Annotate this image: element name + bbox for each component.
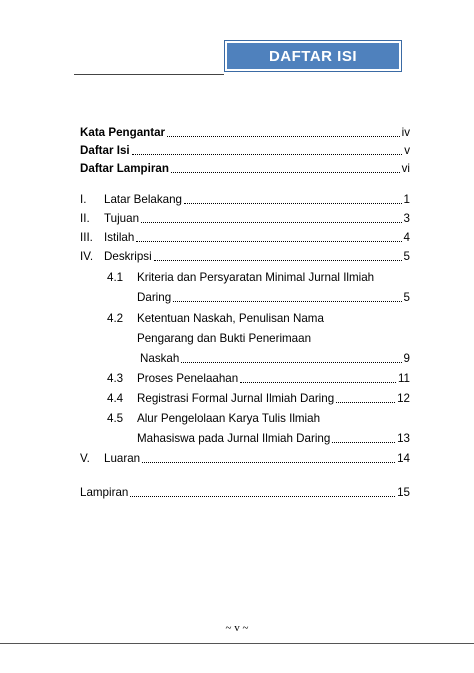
toc-entry-lampiran[interactable]: [80, 482, 410, 500]
toc-entry-chapter-1[interactable]: [80, 189, 410, 207]
toc-page: vi: [401, 162, 410, 175]
toc-page: 14: [397, 452, 410, 465]
subsection-number: 4.4: [107, 392, 124, 405]
toc-label: Lampiran: [80, 486, 129, 499]
toc-entry-chapter-2[interactable]: [80, 208, 410, 226]
toc-entry-4-1[interactable]: [137, 287, 410, 305]
toc-entry-chapter-5[interactable]: [80, 448, 410, 466]
toc-page: 4: [403, 231, 410, 244]
toc-label: Naskah: [140, 352, 180, 365]
toc-page: 15: [397, 486, 410, 499]
toc-page: 1: [403, 193, 410, 206]
leader-dots: [181, 361, 401, 363]
toc-page: 9: [403, 352, 410, 365]
toc-label: Luaran: [104, 452, 141, 465]
chapter-number: IV.: [80, 250, 94, 263]
toc-page: 3: [403, 212, 410, 225]
toc-label: Mahasiswa pada Jurnal Ilmiah Daring: [137, 432, 331, 445]
page-title: DAFTAR ISI: [224, 40, 402, 72]
page-number: ~ v ~: [225, 622, 249, 634]
leader-dots: [132, 153, 403, 155]
subsection-number: 4.5: [107, 412, 124, 425]
toc-label-line: Ketentuan Naskah, Penulisan Nama: [137, 312, 324, 325]
chapter-number: III.: [80, 231, 93, 244]
leader-dots: [154, 259, 402, 261]
toc-label: Kata Pengantar: [80, 126, 166, 139]
leader-dots: [130, 495, 395, 497]
toc-entry-4-5[interactable]: [137, 428, 410, 446]
title-underline: [74, 74, 224, 75]
leader-dots: [167, 135, 400, 137]
toc-entry-daftar-isi[interactable]: [80, 140, 410, 158]
toc-page: 11: [397, 372, 410, 385]
toc-page: 13: [397, 432, 410, 445]
chapter-number: I.: [80, 193, 87, 206]
toc-label: Tujuan: [104, 212, 140, 225]
subsection-number: 4.2: [107, 312, 124, 325]
toc-label-line: Kriteria dan Persyaratan Minimal Jurnal Ilmiah: [137, 271, 375, 284]
leader-dots: [184, 202, 402, 204]
chapter-number: II.: [80, 212, 90, 225]
leader-dots: [336, 401, 395, 403]
toc-label: Istilah: [104, 231, 135, 244]
leader-dots: [240, 381, 396, 383]
subsection-number: 4.1: [107, 271, 124, 284]
leader-dots: [136, 240, 401, 242]
toc-label: Proses Penelaahan: [137, 372, 239, 385]
chapter-number: V.: [80, 452, 90, 465]
leader-dots: [141, 221, 402, 223]
toc-label-line: Pengarang dan Bukti Penerimaan: [137, 332, 312, 345]
toc-label: Deskripsi: [104, 250, 152, 263]
toc-entry-chapter-3[interactable]: [80, 227, 410, 245]
toc-page: v: [404, 144, 410, 157]
toc-entry-4-4[interactable]: [137, 388, 410, 406]
leader-dots: [171, 171, 400, 173]
toc-label: Daftar Lampiran: [80, 162, 169, 175]
toc-entry-daftar-lampiran[interactable]: [80, 158, 410, 176]
footer-rule: [0, 643, 474, 644]
toc-label-line: Alur Pengelolaan Karya Tulis Ilmiah: [137, 412, 321, 425]
toc-page: 12: [397, 392, 410, 405]
toc-page: 5: [403, 291, 410, 304]
leader-dots: [142, 461, 395, 463]
leader-dots: [332, 441, 395, 443]
toc-entry-chapter-4[interactable]: [80, 246, 410, 264]
toc-page: iv: [401, 126, 410, 139]
toc-label: Registrasi Formal Jurnal Ilmiah Daring: [137, 392, 335, 405]
subsection-number: 4.3: [107, 372, 124, 385]
toc-label: Latar Belakang: [104, 193, 182, 206]
toc-page: 5: [403, 250, 410, 263]
toc-entry-4-2[interactable]: [140, 348, 410, 366]
toc-label: Daftar Isi: [80, 144, 130, 157]
toc-entry-4-3[interactable]: [137, 368, 410, 386]
toc-entry-kata-pengantar[interactable]: [80, 122, 410, 140]
toc-label: Daring: [137, 291, 172, 304]
leader-dots: [173, 300, 401, 302]
